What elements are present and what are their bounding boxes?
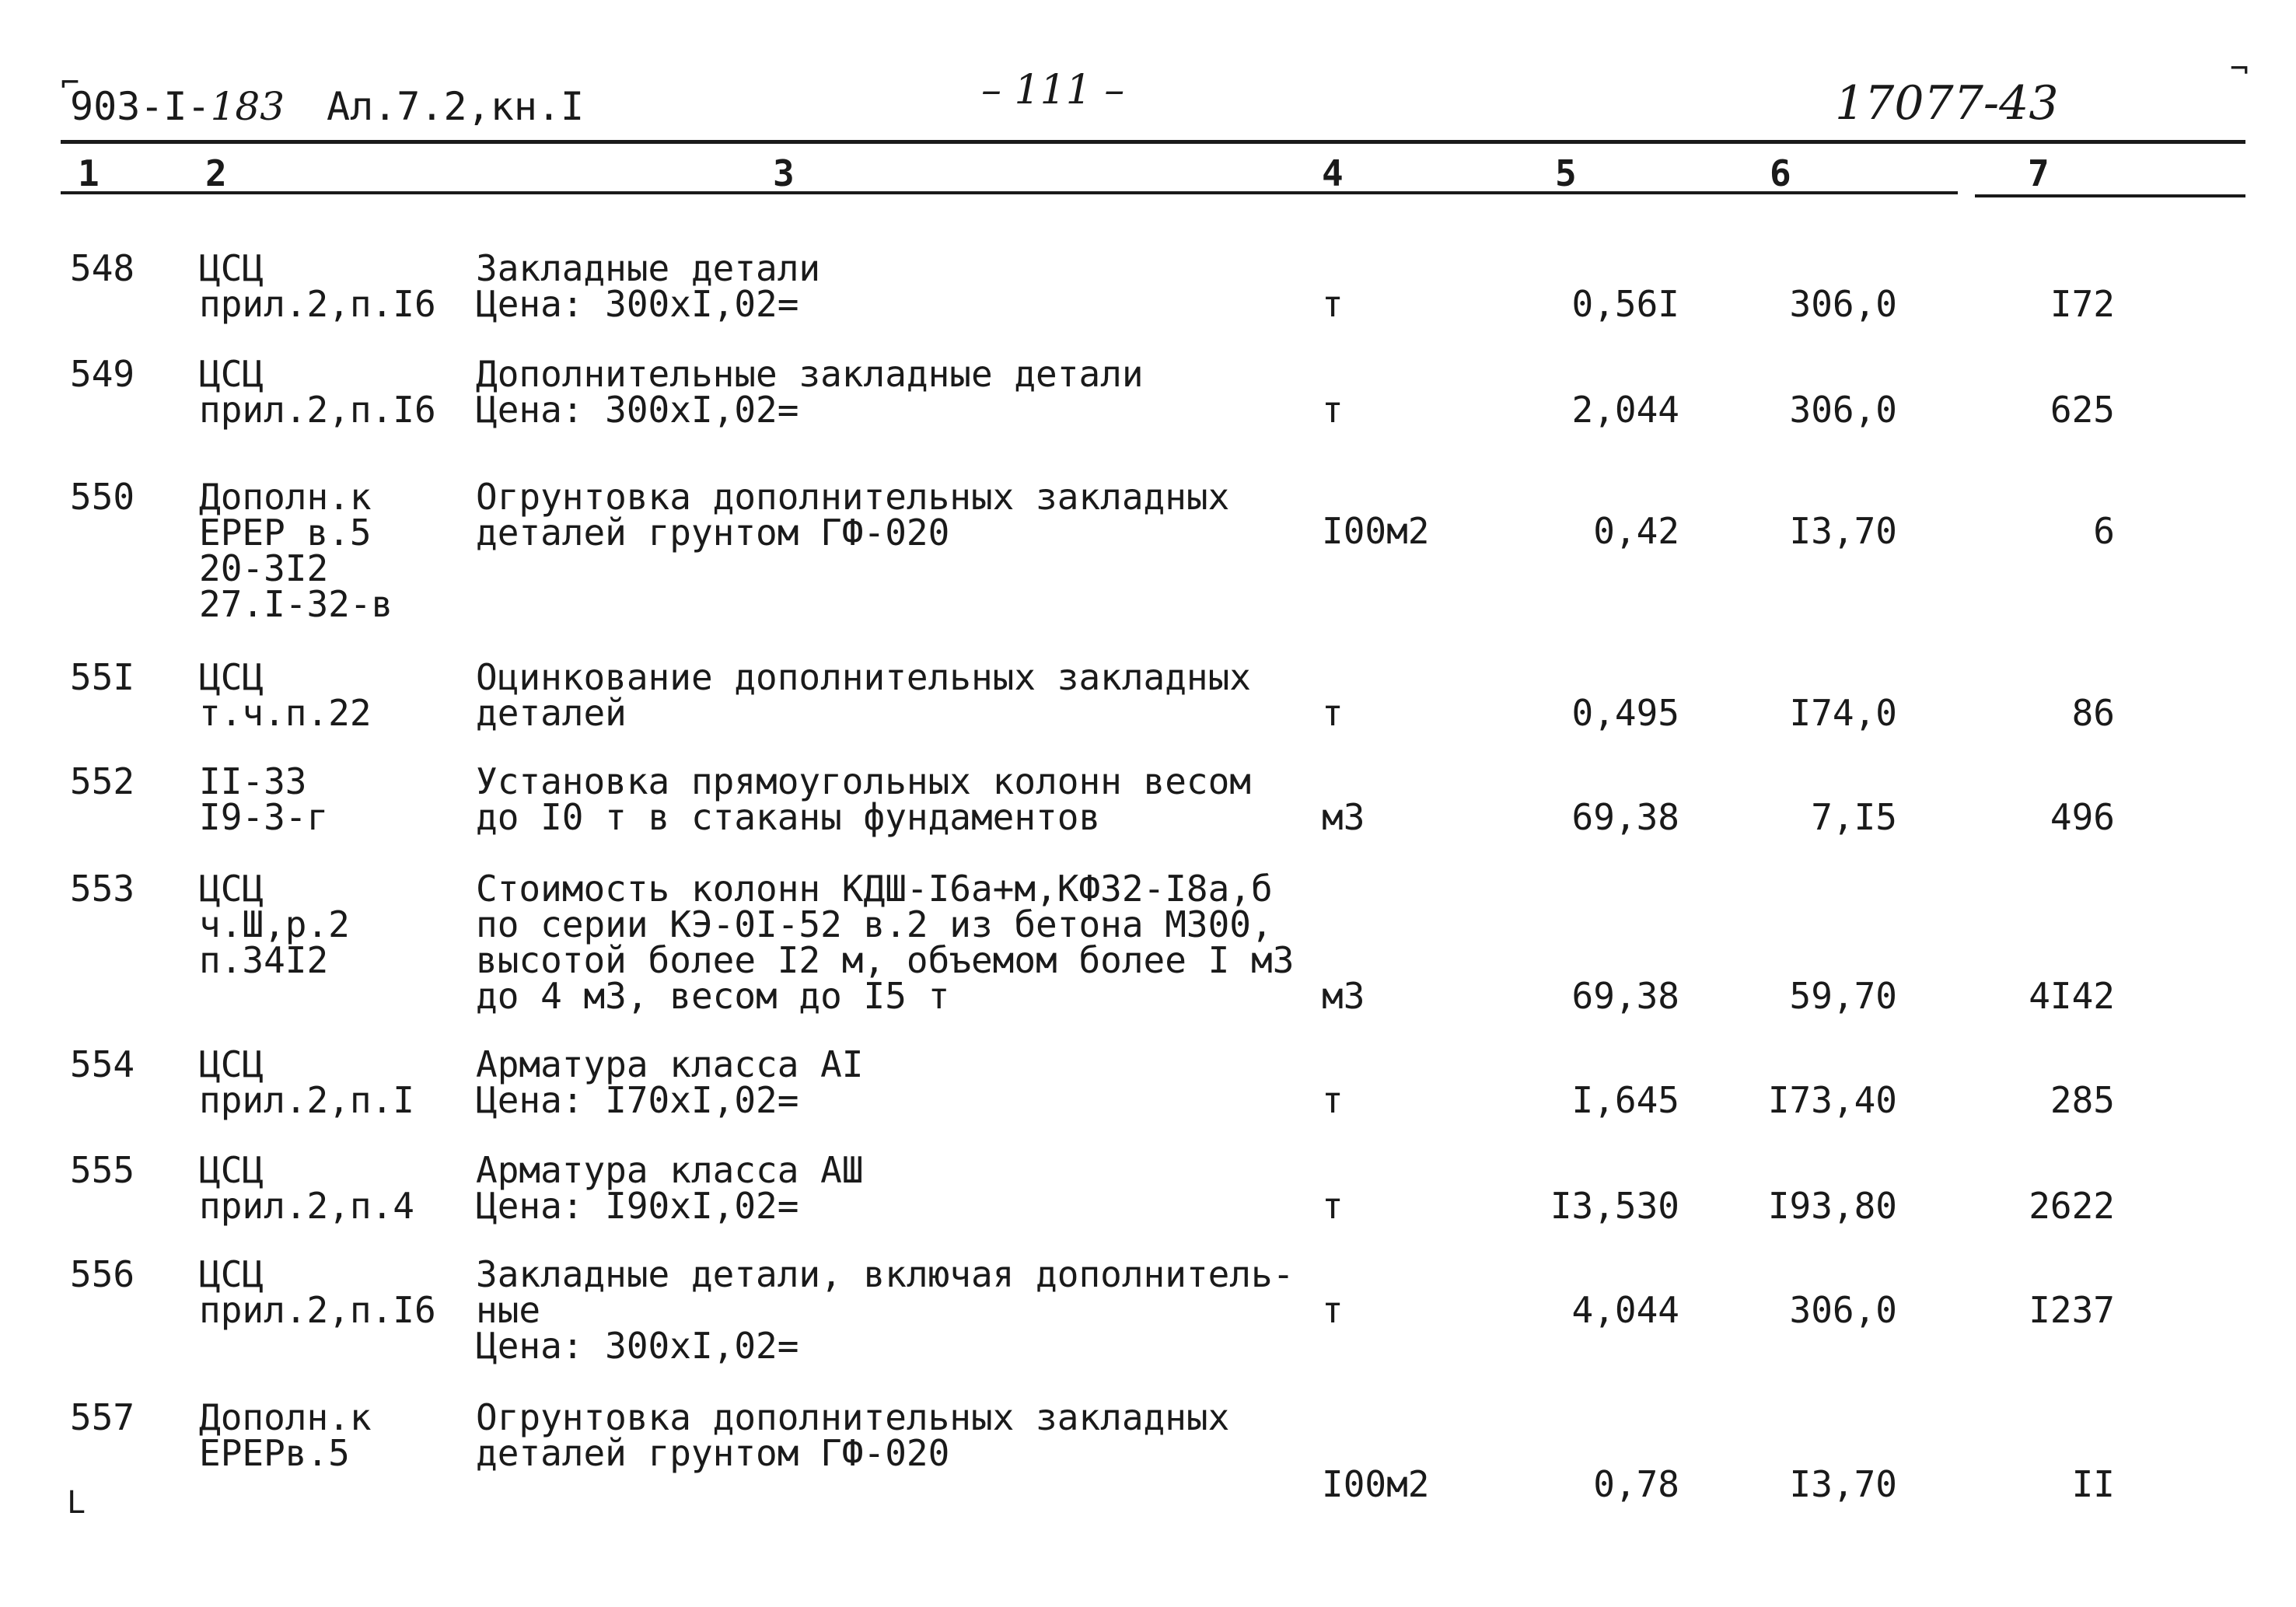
row-total: 496 bbox=[2050, 796, 2115, 838]
row-reference bbox=[199, 1149, 414, 1227]
row-unit: I00м2 bbox=[1322, 510, 1430, 552]
row-reference-line: ЦСЦ bbox=[199, 1149, 264, 1191]
row-description bbox=[476, 247, 821, 325]
corner-mark-top-right: ¬ bbox=[2230, 51, 2249, 87]
row-quantity: 0,56I bbox=[1571, 283, 1679, 325]
row-description bbox=[476, 1396, 1230, 1474]
document-code-handwritten: 183 bbox=[210, 84, 285, 129]
row-description-line: Закладные детали bbox=[476, 247, 821, 289]
row-unit-price: I3,70 bbox=[1789, 1463, 1897, 1505]
row-reference bbox=[199, 1253, 436, 1331]
row-total: 86 bbox=[2071, 692, 2115, 734]
row-total: 6 bbox=[2093, 510, 2115, 552]
row-number: 555 bbox=[70, 1149, 135, 1191]
row-quantity: 0,495 bbox=[1571, 692, 1679, 734]
row-reference-line: ЦСЦ bbox=[199, 353, 264, 395]
row-description bbox=[476, 656, 1251, 734]
document-number: 17077-43 bbox=[1835, 76, 2059, 131]
header-rule-bottom bbox=[61, 191, 1958, 194]
header-rule-top bbox=[61, 140, 2245, 144]
corner-mark-top-left: ⌐ bbox=[61, 65, 80, 101]
row-total: I72 bbox=[2050, 283, 2115, 325]
row-number: 550 bbox=[70, 476, 135, 518]
row-description-line: ные bbox=[476, 1289, 541, 1331]
row-reference bbox=[199, 1043, 414, 1121]
row-number: 549 bbox=[70, 353, 135, 395]
row-description bbox=[476, 1043, 864, 1121]
row-unit: т bbox=[1322, 692, 1344, 734]
row-reference-line: ЦСЦ bbox=[199, 1043, 264, 1085]
row-unit: т bbox=[1322, 283, 1344, 325]
row-reference-line: ЕРЕРв.5 bbox=[199, 1432, 350, 1474]
row-description-line: деталей bbox=[476, 692, 627, 734]
row-reference-line: прил.2,п.4 bbox=[199, 1185, 414, 1227]
row-total: I237 bbox=[2029, 1289, 2115, 1331]
row-description-line: до I0 т в стаканы фундаментов bbox=[476, 796, 1101, 838]
row-unit-price: 59,70 bbox=[1789, 975, 1897, 1017]
row-quantity: I,645 bbox=[1571, 1079, 1679, 1121]
row-number: 554 bbox=[70, 1043, 135, 1085]
row-reference-line: прил.2,п.I6 bbox=[199, 389, 436, 431]
row-unit: I00м2 bbox=[1322, 1463, 1430, 1505]
row-description bbox=[476, 760, 1251, 838]
row-reference-line: прил.2,п.I6 bbox=[199, 283, 436, 325]
row-unit: т bbox=[1322, 1289, 1344, 1331]
row-total: 4I42 bbox=[2029, 975, 2115, 1017]
row-reference bbox=[199, 760, 329, 838]
row-quantity: 2,044 bbox=[1571, 389, 1679, 431]
row-total: 625 bbox=[2050, 389, 2115, 431]
row-description-line: Дополнительные закладные детали bbox=[476, 353, 1144, 395]
row-description-line: высотой более I2 м, объемом более I м3 bbox=[476, 939, 1295, 981]
page-number: – 111 – bbox=[981, 67, 1125, 114]
row-description-line: Цена: 300хI,02= bbox=[476, 283, 799, 325]
row-reference-line: ЦСЦ bbox=[199, 1253, 264, 1295]
row-number: 557 bbox=[70, 1396, 135, 1438]
row-reference-line: ЦСЦ bbox=[199, 247, 264, 289]
column-number-4: 4 bbox=[1322, 152, 1344, 194]
row-description bbox=[476, 1149, 864, 1227]
row-reference-line: ч.Ш,р.2 bbox=[199, 903, 350, 945]
row-unit-price: I73,40 bbox=[1767, 1079, 1897, 1121]
row-number: 553 bbox=[70, 868, 135, 910]
row-reference bbox=[199, 476, 393, 625]
row-description bbox=[476, 353, 1144, 431]
album-reference: Ал.7.2,кн.I bbox=[327, 84, 585, 129]
row-reference-line: Дополн.к bbox=[199, 476, 372, 518]
row-number: 55I bbox=[70, 656, 135, 698]
row-quantity: 0,42 bbox=[1593, 510, 1679, 552]
column-number-6: 6 bbox=[1770, 152, 1791, 194]
row-quantity: 69,38 bbox=[1571, 975, 1679, 1017]
row-reference-line: прил.2,п.I6 bbox=[199, 1289, 436, 1331]
row-unit-price: I3,70 bbox=[1789, 510, 1897, 552]
row-description-line: Оцинкование дополнительных закладных bbox=[476, 656, 1251, 698]
row-description bbox=[476, 1253, 1295, 1367]
row-reference-line: 20-3I2 bbox=[199, 547, 329, 589]
row-description-line: Цена: I70хI,02= bbox=[476, 1079, 799, 1121]
row-description-line: Установка прямоугольных колонн весом bbox=[476, 760, 1251, 802]
row-reference-line: Дополн.к bbox=[199, 1396, 372, 1438]
row-unit: т bbox=[1322, 1079, 1344, 1121]
row-quantity: I3,530 bbox=[1550, 1185, 1679, 1227]
row-description-line: Цена: 300хI,02= bbox=[476, 1325, 799, 1367]
row-description-line: Огрунтовка дополнительных закладных bbox=[476, 1396, 1230, 1438]
row-description bbox=[476, 476, 1230, 554]
row-reference-line: прил.2,п.I bbox=[199, 1079, 414, 1121]
row-description-line: Арматура класса АI bbox=[476, 1043, 864, 1085]
row-number: 548 bbox=[70, 247, 135, 289]
row-unit-price: 306,0 bbox=[1789, 1289, 1897, 1331]
document-code-prefix: 903-I- bbox=[70, 84, 211, 129]
row-quantity: 0,78 bbox=[1593, 1463, 1679, 1505]
row-quantity: 69,38 bbox=[1571, 796, 1679, 838]
column-number-3: 3 bbox=[773, 152, 795, 194]
row-description-line: Закладные детали, включая дополнитель- bbox=[476, 1253, 1295, 1295]
row-unit: м3 bbox=[1322, 796, 1365, 838]
row-total: 2622 bbox=[2029, 1185, 2115, 1227]
row-reference bbox=[199, 353, 436, 431]
corner-mark-bottom-left: L bbox=[67, 1485, 86, 1521]
row-reference-line: 27.I-32-в bbox=[199, 583, 393, 625]
row-description-line: Цена: I90хI,02= bbox=[476, 1185, 799, 1227]
row-unit-price: 7,I5 bbox=[1811, 796, 1897, 838]
row-reference bbox=[199, 1396, 372, 1474]
row-description-line: деталей грунтом ГФ-020 bbox=[476, 512, 950, 554]
row-reference-line: II-33 bbox=[199, 760, 307, 802]
row-description bbox=[476, 868, 1295, 1017]
row-unit-price: I93,80 bbox=[1767, 1185, 1897, 1227]
row-unit: т bbox=[1322, 1185, 1344, 1227]
row-unit-price: 306,0 bbox=[1789, 283, 1897, 325]
row-description-line: деталей грунтом ГФ-020 bbox=[476, 1432, 950, 1474]
row-reference-line: ЕРЕР в.5 bbox=[199, 512, 372, 554]
row-description-line: Стоимость колонн КДШ-I6а+м,КФ32-I8а,б bbox=[476, 868, 1273, 910]
column-number-5: 5 bbox=[1555, 152, 1577, 194]
row-description-line: Арматура класса АШ bbox=[476, 1149, 864, 1191]
row-unit: м3 bbox=[1322, 975, 1365, 1017]
row-reference-line: п.34I2 bbox=[199, 939, 329, 981]
row-number: 552 bbox=[70, 760, 135, 802]
row-unit-price: 306,0 bbox=[1789, 389, 1897, 431]
document-code bbox=[70, 84, 285, 129]
row-reference bbox=[199, 868, 350, 981]
row-quantity: 4,044 bbox=[1571, 1289, 1679, 1331]
row-number: 556 bbox=[70, 1253, 135, 1295]
row-unit: т bbox=[1322, 389, 1344, 431]
row-reference-line: т.ч.п.22 bbox=[199, 692, 372, 734]
row-reference-line: ЦСЦ bbox=[199, 656, 264, 698]
row-description-line: Цена: 300хI,02= bbox=[476, 389, 799, 431]
column-number-7: 7 bbox=[2028, 152, 2050, 194]
row-reference-line: I9-3-г bbox=[199, 796, 329, 838]
column-number-2: 2 bbox=[205, 152, 227, 194]
row-reference bbox=[199, 656, 372, 734]
row-reference bbox=[199, 247, 436, 325]
header-rule-bottom-right bbox=[1975, 194, 2245, 197]
row-total: II bbox=[2071, 1463, 2115, 1505]
row-description-line: Огрунтовка дополнительных закладных bbox=[476, 476, 1230, 518]
row-unit-price: I74,0 bbox=[1789, 692, 1897, 734]
column-number-1: 1 bbox=[78, 152, 100, 194]
row-total: 285 bbox=[2050, 1079, 2115, 1121]
row-description-line: до 4 м3, весом до I5 т bbox=[476, 975, 950, 1017]
row-reference-line: ЦСЦ bbox=[199, 868, 264, 910]
row-description-line: по серии КЭ-0I-52 в.2 из бетона М300, bbox=[476, 903, 1273, 945]
